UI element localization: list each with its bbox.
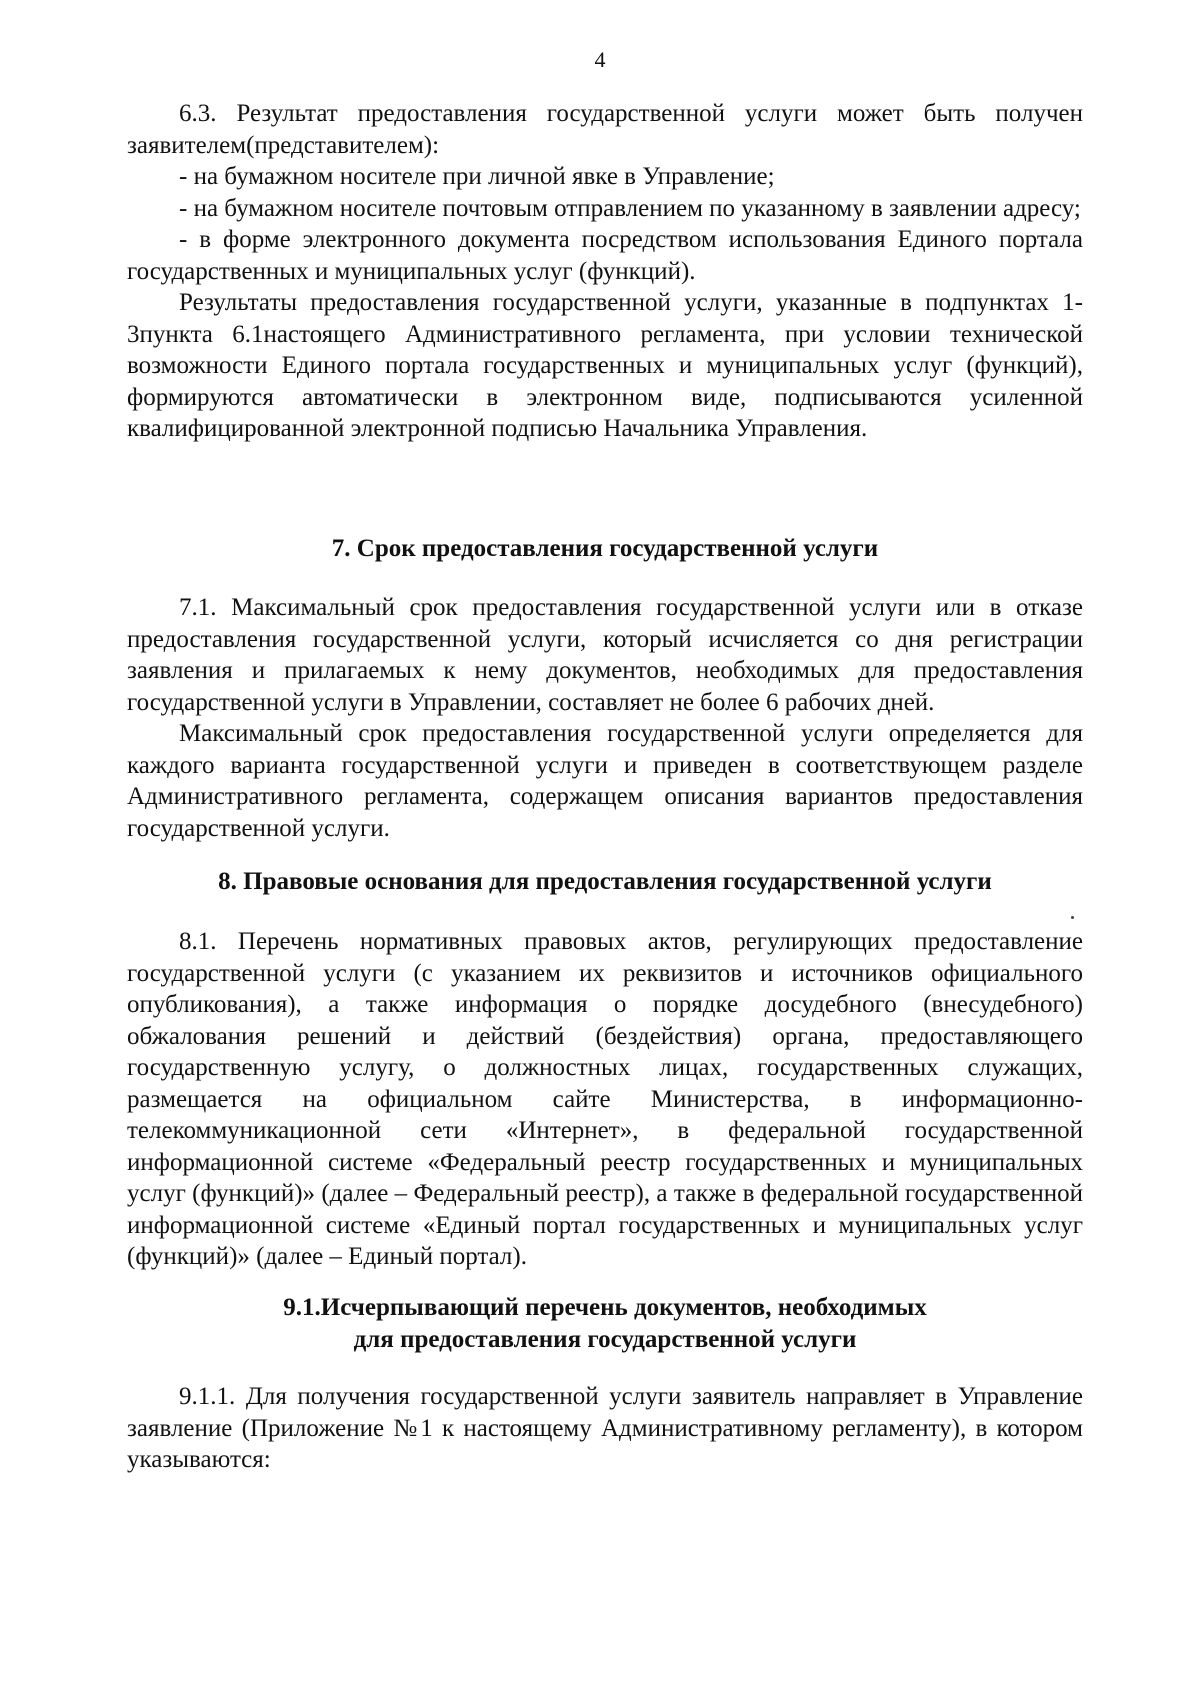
list-item-paper-in-person: - на бумажном носителе при личной явке в Управление; xyxy=(179,163,775,190)
section-7-body xyxy=(127,592,1083,844)
paragraph-6-results: Результаты предоставления государственной услуги, указанные в подпунктах 1-3пункта 6.1настоящего Административного регламента, при условии технической возможности Единого портала государственных и муниципальных услуг (функций), формируются автоматически в электронном виде, подписываются усиленной квалифицированной электронной подписью Начальника Управления. xyxy=(127,289,1083,442)
section-8-heading: 8. Правовые основания для предоставления государственной услуги xyxy=(218,868,992,895)
section-8-body xyxy=(127,926,1083,1273)
page-number: 4 xyxy=(594,47,606,72)
paragraph-8-1: 8.1. Перечень нормативных правовых актов, регулирующих предоставление государственной услуги (с указанием их реквизитов и источников официального опубликования), а также информация о порядке досудебного (внесудебного) обжалования решений и действий (бездействия) органа, предоставляющего государственную услугу, о должностных лицах, государственных служащих, размещается на официальном сайте Министерства, в информационно-телекоммуникационной сети «Интернет», в федеральной государственной информационной системе «Федеральный реестр государственных и муниципальных услуг (функций)» (далее – Федеральный реестр), а также в федеральной государственной информационной системе «Единый портал государственных и муниципальных услуг (функций)» (далее – Единый портал). xyxy=(127,928,1083,1270)
scan-speck xyxy=(1071,916,1074,919)
section-9-heading-line-1: 9.1.Исчерпывающий перечень документов, необходимых xyxy=(283,1294,927,1321)
paragraph-7-1: 7.1. Максимальный срок предоставления государственной услуги или в отказе предоставления государственной услуги, который исчисляется со дня регистрации заявления и прилагаемых к нему документов, необходимых для предоставления государственной услуги в Управлении, составляет не более 6 рабочих дней. xyxy=(127,594,1083,716)
list-item-electronic-document: - в форме электронного документа посредством использования Единого портала государственных и муниципальных услуг (функций). xyxy=(127,226,1083,285)
section-9-body xyxy=(127,1381,1083,1476)
paragraph-7-max-term: Максимальный срок предоставления государственной услуги определяется для каждого варианта государственной услуги и приведен в соответствующем разделе Административного регламента, содержащем описания вариантов предоставления государственной услуги. xyxy=(127,720,1083,842)
section-7-heading: 7. Срок предоставления государственной услуги xyxy=(331,535,879,562)
list-item-paper-by-mail: - на бумажном носителе почтовым отправлением по указанному в заявлении адресу; xyxy=(179,194,1081,222)
section-9-heading-line-2: для предоставления государственной услуги xyxy=(353,1325,857,1353)
paragraph-9-1-1: 9.1.1. Для получения государственной услуги заявитель направляет в Управление заявление (Приложение №1 к настоящему Административному регламенту), в котором указываются: xyxy=(127,1383,1083,1473)
section-9-heading xyxy=(127,1292,1083,1355)
section-6-body xyxy=(127,98,1083,445)
paragraph-6-3: 6.3. Результат предоставления государственной услуги может быть получен заявителем(представителем): xyxy=(127,100,1083,159)
